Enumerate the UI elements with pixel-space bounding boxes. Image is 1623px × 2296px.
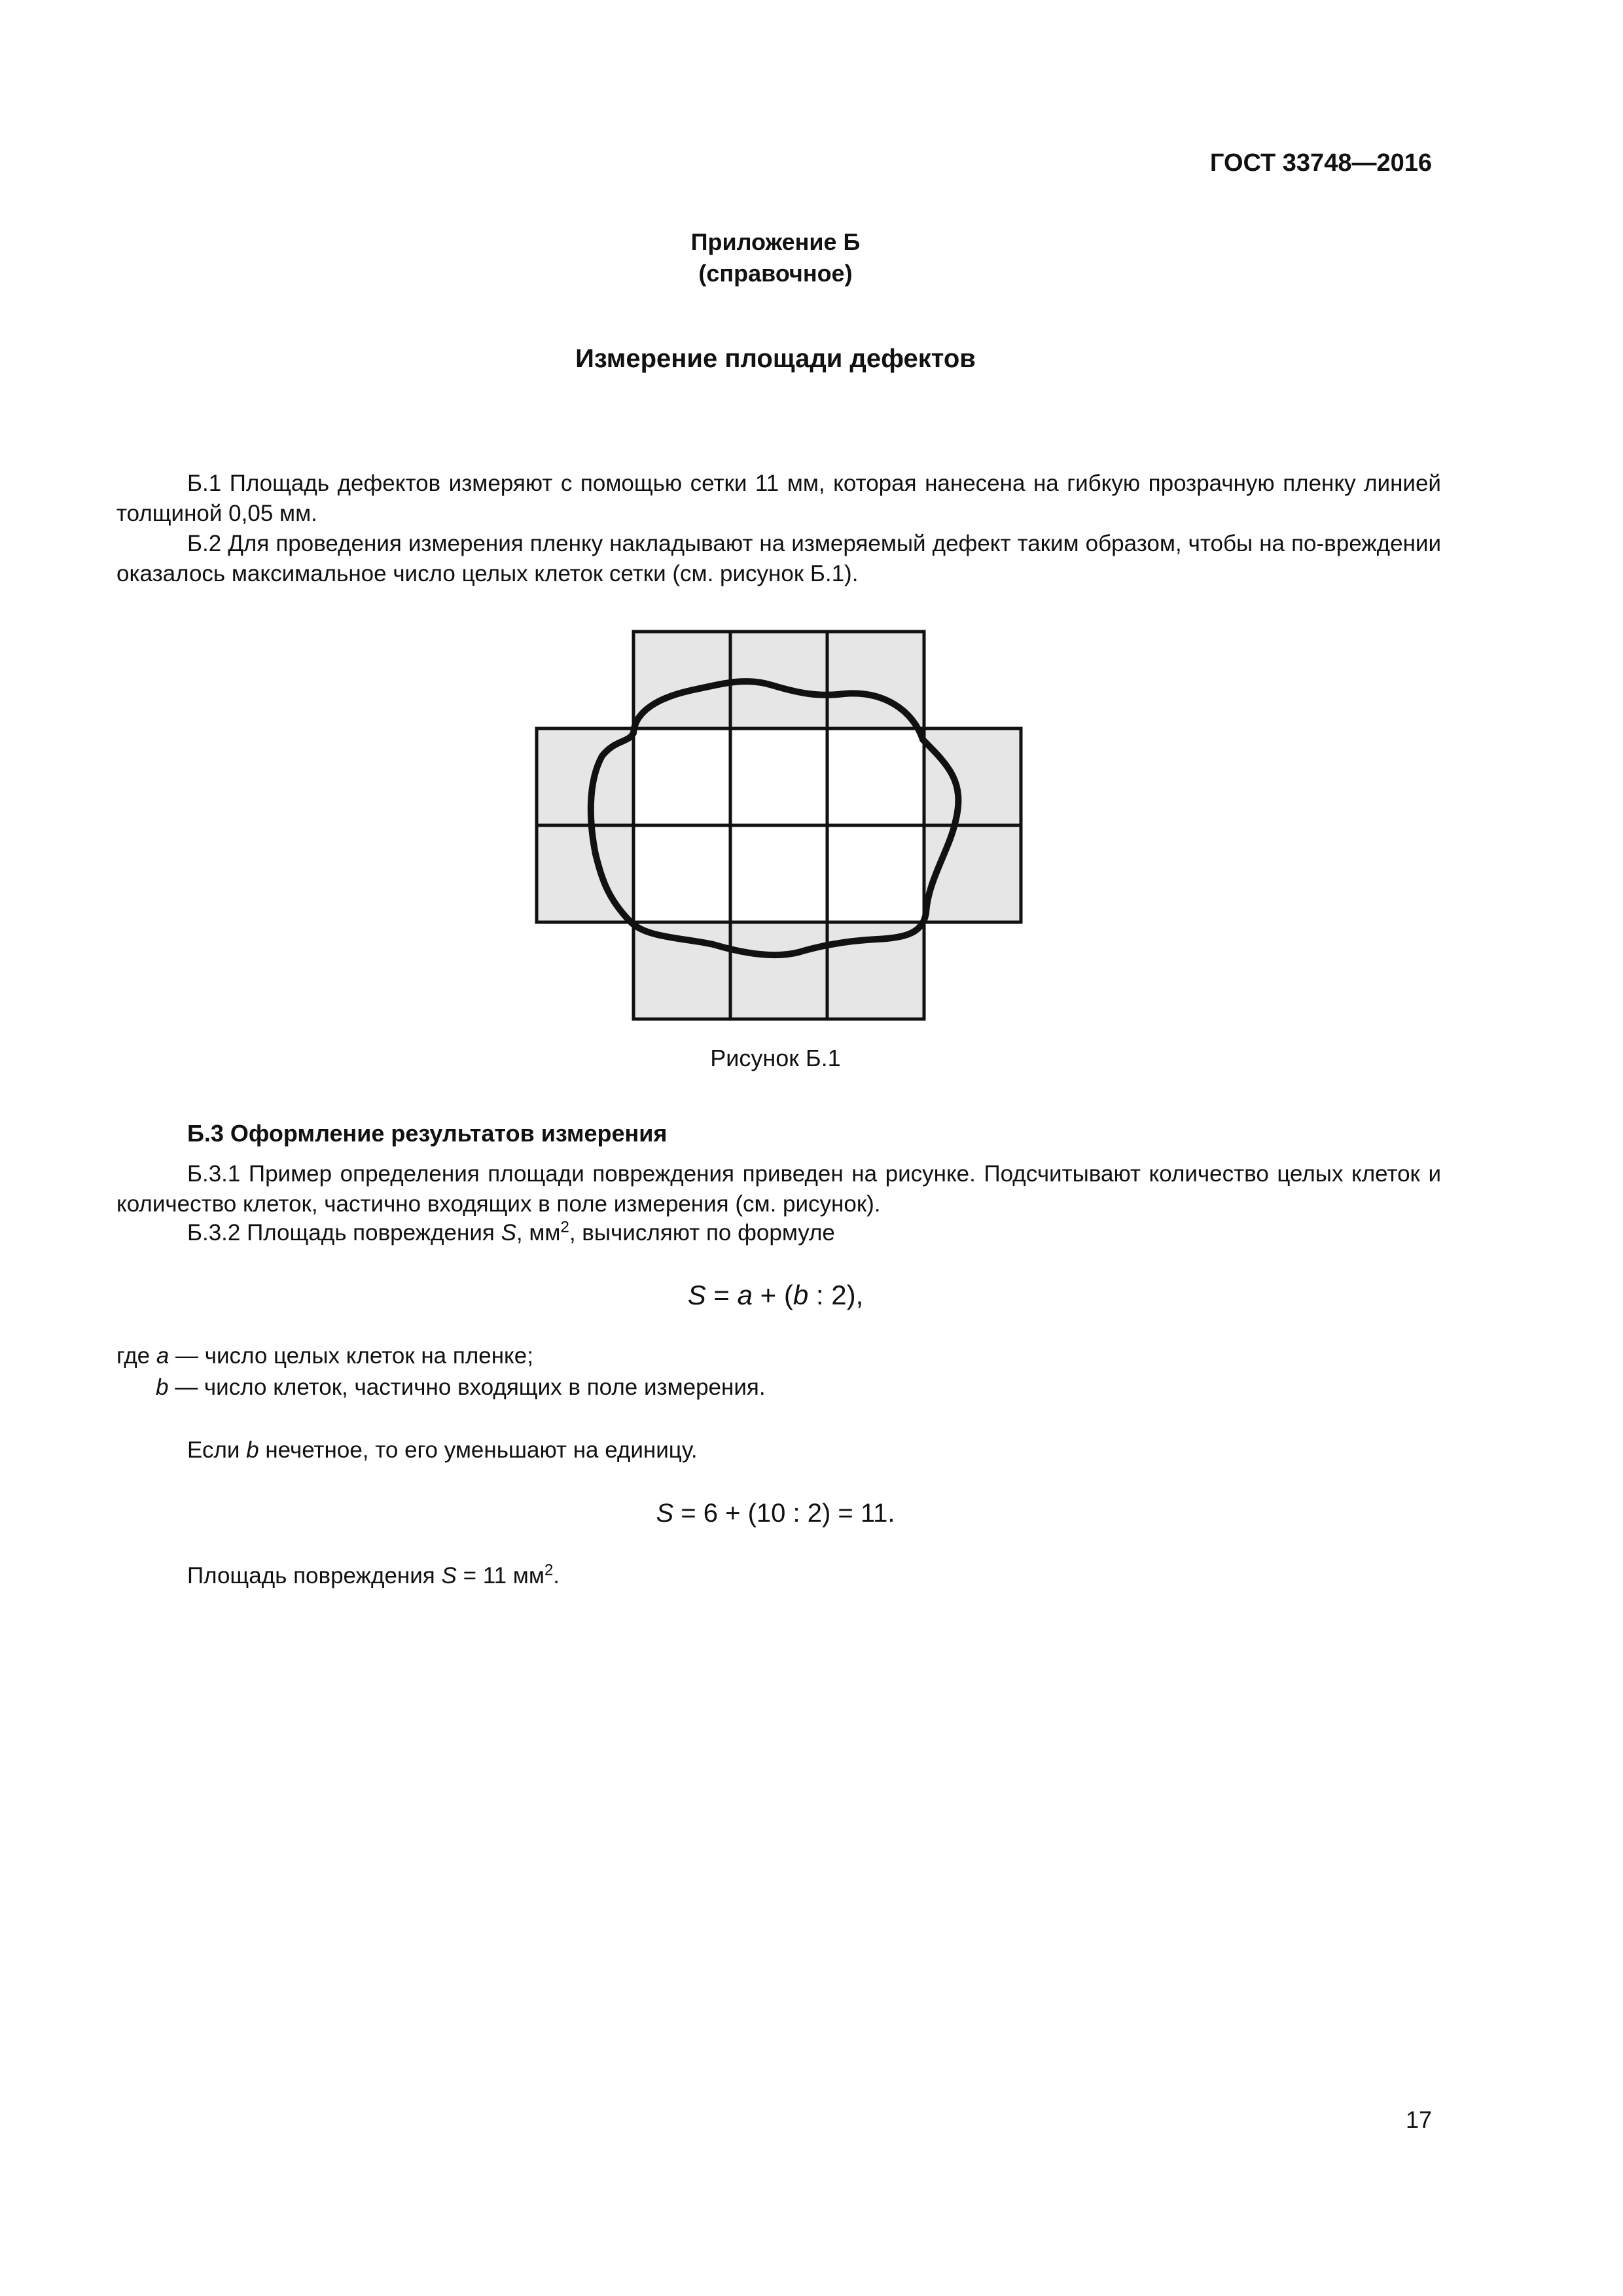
- grid-cell-whole: [633, 825, 730, 922]
- b32-suffix: , вычисляют по формуле: [569, 1220, 835, 1246]
- paragraph-b1: Б.1 Площадь дефектов измеряют с помощью сетки 11 мм, которая нанесена на гибкую прозрачную пленку линией толщиной 0,05 мм.: [116, 471, 1441, 526]
- grid-cell-whole: [633, 728, 730, 825]
- paragraph-b31: Б.3.1 Пример определения площади повреждения приведен на рисунке. Подсчитывают количество целых клеток и количество клеток, частично входящих в поле измерения (см. рисунок).: [116, 1161, 1441, 1217]
- grid-cell-whole: [827, 825, 924, 922]
- formula-b: b: [793, 1280, 809, 1310]
- result-line: [187, 1563, 560, 1589]
- example-s: S: [656, 1499, 674, 1528]
- page-number: 17: [1405, 2106, 1432, 2133]
- grid-cell-partial: [730, 922, 827, 1019]
- grid-cell-whole: [730, 825, 827, 922]
- paragraph-b2: Б.2 Для проведения измерения пленку накладывают на измеряемый дефект таким образом, чтобы на по-вреждении оказалось максимальное число целых клеток сетки (см. рисунок Б.1).: [116, 531, 1441, 586]
- appendix-title: Измерение площади дефектов: [575, 344, 976, 373]
- formula-rest: : 2),: [808, 1280, 864, 1310]
- formula: [0, 1280, 1551, 1311]
- result-value: = 11 мм: [456, 1563, 544, 1588]
- paragraph-b32: [187, 1220, 835, 1246]
- grid-cell-partial: [633, 632, 730, 728]
- where-a-text: — число целых клеток на пленке;: [169, 1343, 533, 1369]
- formula-eq: =: [705, 1280, 738, 1310]
- formula-s: S: [687, 1280, 706, 1310]
- result-exponent: 2: [544, 1561, 554, 1579]
- result-end: .: [553, 1563, 560, 1588]
- where-a-variable: a: [156, 1343, 169, 1369]
- b32-prefix: Б.3.2 Площадь повреждения: [187, 1220, 501, 1246]
- b32-exponent: 2: [560, 1218, 569, 1236]
- where-b-line: [156, 1374, 766, 1401]
- odd-prefix: Если: [187, 1437, 247, 1463]
- grid-cell-whole: [827, 728, 924, 825]
- where-a-line: [116, 1343, 533, 1369]
- b32-variable: S: [501, 1220, 516, 1246]
- figure-b1-grid: [530, 625, 1027, 1031]
- odd-suffix: нечетное, то его уменьшают на единицу.: [259, 1437, 698, 1463]
- standard-number: ГОСТ 33748—2016: [1209, 149, 1432, 177]
- result-prefix: Площадь повреждения: [187, 1563, 442, 1588]
- where-label: где: [116, 1343, 156, 1369]
- result-variable: S: [441, 1563, 457, 1588]
- example-rest: = 6 + (10 : 2) = 11.: [673, 1499, 895, 1528]
- figure-caption: Рисунок Б.1: [710, 1045, 841, 1071]
- example-formula: [0, 1499, 1551, 1528]
- where-b-variable: b: [156, 1374, 169, 1400]
- b32-unit: , мм: [516, 1220, 561, 1246]
- section-b3-heading: Б.3 Оформление результатов измерения: [187, 1120, 668, 1147]
- grid-cell-partial: [924, 728, 1021, 825]
- appendix-label: Приложение Б: [690, 228, 861, 255]
- formula-a: a: [737, 1280, 753, 1310]
- where-b-text: — число клеток, частично входящих в поле измерения.: [168, 1374, 766, 1400]
- odd-variable: b: [246, 1437, 259, 1463]
- odd-note: [187, 1437, 698, 1463]
- appendix-heading: [0, 226, 1551, 289]
- grid-cell-whole: [730, 728, 827, 825]
- appendix-type: (справочное): [698, 260, 853, 287]
- formula-plus: + (: [753, 1280, 793, 1310]
